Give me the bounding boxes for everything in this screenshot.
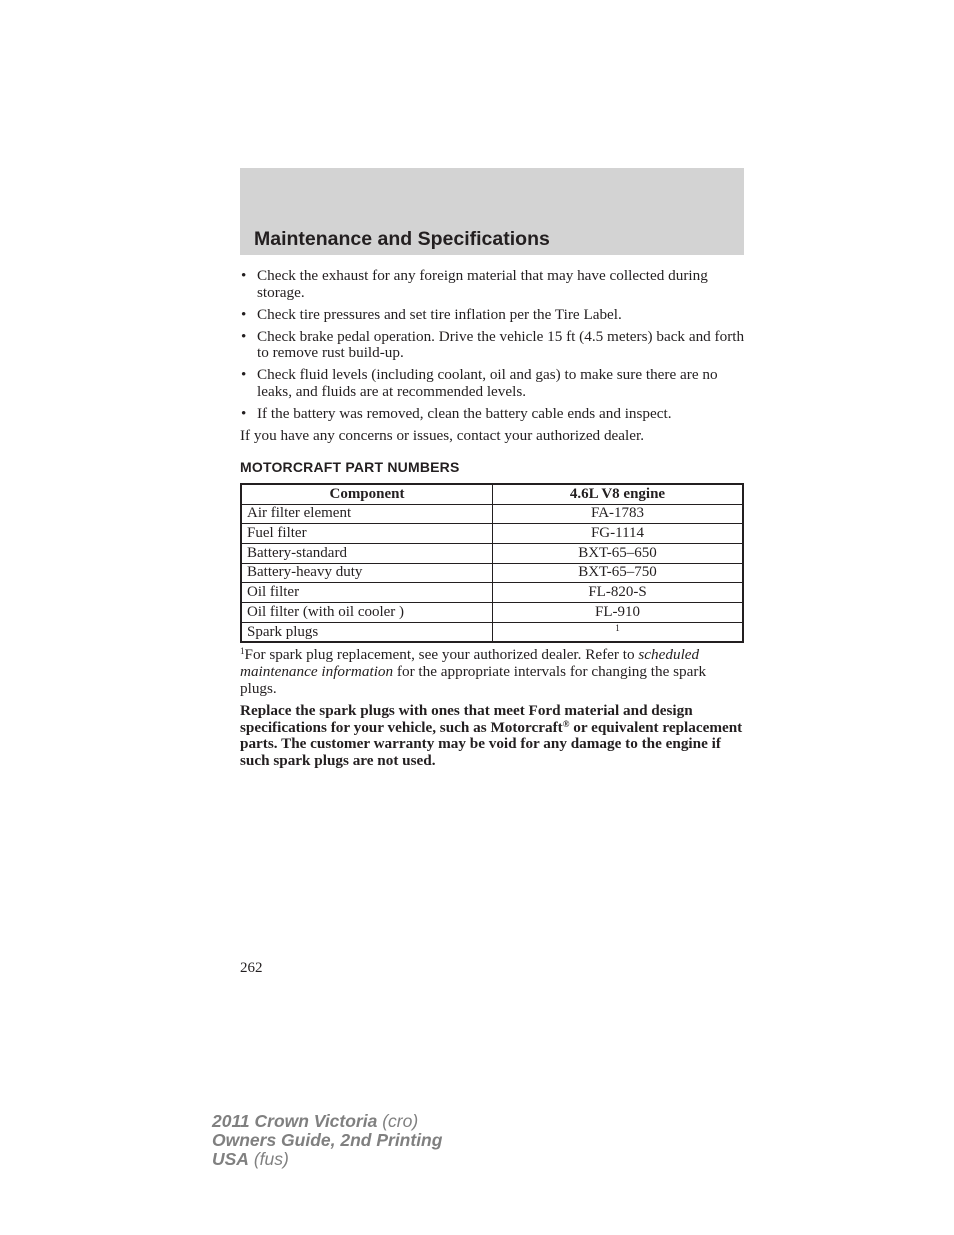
column-header: Component <box>241 484 493 504</box>
checklist <box>240 268 746 423</box>
table-row <box>241 504 743 524</box>
component-cell: Oil filter (with oil cooler ) <box>241 602 493 622</box>
document-footer <box>212 1112 442 1169</box>
parts-heading: MOTORCRAFT PART NUMBERS <box>240 458 460 475</box>
table-row <box>241 563 743 583</box>
footnote-ref: 1 <box>615 622 620 633</box>
bullet-icon: • <box>241 267 247 284</box>
component-cell: Air filter element <box>241 504 493 524</box>
part-number-cell: FG-1114 <box>493 524 744 544</box>
footnote-text: For spark plug replacement, see your authorized dealer. Refer to <box>244 646 639 664</box>
table-row <box>241 583 743 603</box>
component-cell: Battery-standard <box>241 543 493 563</box>
table-row <box>241 524 743 544</box>
bullet-icon: • <box>241 405 247 423</box>
component-cell: Fuel filter <box>241 524 493 544</box>
parts-table <box>240 483 744 644</box>
list-item <box>240 329 746 362</box>
list-item <box>240 367 746 400</box>
part-number-cell <box>493 622 744 642</box>
part-number-cell: BXT-65–650 <box>493 543 744 563</box>
page-number: 262 <box>240 960 263 976</box>
footnote-text-end: for the appropriate intervals for changing the spark plugs. <box>240 662 707 697</box>
footnote <box>240 647 746 697</box>
section-header <box>240 168 744 255</box>
list-item-text: Check tire pressures and set tire inflation per the Tire Label. <box>257 305 622 323</box>
list-item <box>240 268 746 301</box>
part-number-cell: BXT-65–750 <box>493 563 744 583</box>
part-number-cell: FL-910 <box>493 602 744 622</box>
list-item-text: Check brake pedal operation. Drive the vehicle 15 ft (4.5 meters) back and forth to remove rust build-up. <box>257 327 745 362</box>
table-header-row <box>241 484 743 504</box>
footer-model-code: (cro) <box>377 1111 419 1131</box>
list-item-text: If the battery was removed, clean the battery cable ends and inspect. <box>257 405 672 423</box>
bullet-icon: • <box>241 327 247 345</box>
column-header: 4.6L V8 engine <box>493 484 744 504</box>
table-row <box>241 602 743 622</box>
footer-market: USA <box>212 1149 249 1169</box>
part-number-cell: FA-1783 <box>493 504 744 524</box>
concerns-text: If you have any concerns or issues, contact your authorized dealer. <box>240 427 645 445</box>
footer-line <box>212 1150 442 1169</box>
component-cell: Oil filter <box>241 583 493 603</box>
list-item-text: Check the exhaust for any foreign material that may have collected during storage. <box>257 267 708 301</box>
warning-text-start: Replace the spark plugs with ones that meet Ford material and design specifications for your vehicle, such as Motorcraft <box>240 702 693 736</box>
footnote-reference: scheduled maintenance information <box>240 646 700 680</box>
list-item <box>240 307 746 324</box>
registered-mark: ® <box>562 718 570 729</box>
warning-text-end: or equivalent replacement parts. The customer warranty may be void for any damage to the engine if such spark plugs are not used. <box>240 718 743 769</box>
bullet-icon: • <box>241 305 247 323</box>
component-cell: Spark plugs <box>241 622 493 642</box>
footer-line <box>212 1112 442 1131</box>
list-item-text: Check fluid levels (including coolant, oil and gas) to make sure there are no leaks, and fluids are at recommended levels. <box>257 366 718 401</box>
section-title: Maintenance and Specifications <box>254 228 550 250</box>
component-cell: Battery-heavy duty <box>241 563 493 583</box>
table-row <box>241 543 743 563</box>
footer-line: Owners Guide, 2nd Printing <box>212 1130 443 1150</box>
table-row <box>241 622 743 642</box>
part-number-cell: FL-820-S <box>493 583 744 603</box>
footer-market-code: (fus) <box>248 1149 289 1169</box>
warning-text <box>240 703 746 769</box>
footer-model: 2011 Crown Victoria <box>212 1111 378 1131</box>
page-content <box>240 268 746 776</box>
list-item <box>240 406 746 423</box>
bullet-icon: • <box>241 366 247 384</box>
footnote-mark: 1 <box>240 646 245 657</box>
